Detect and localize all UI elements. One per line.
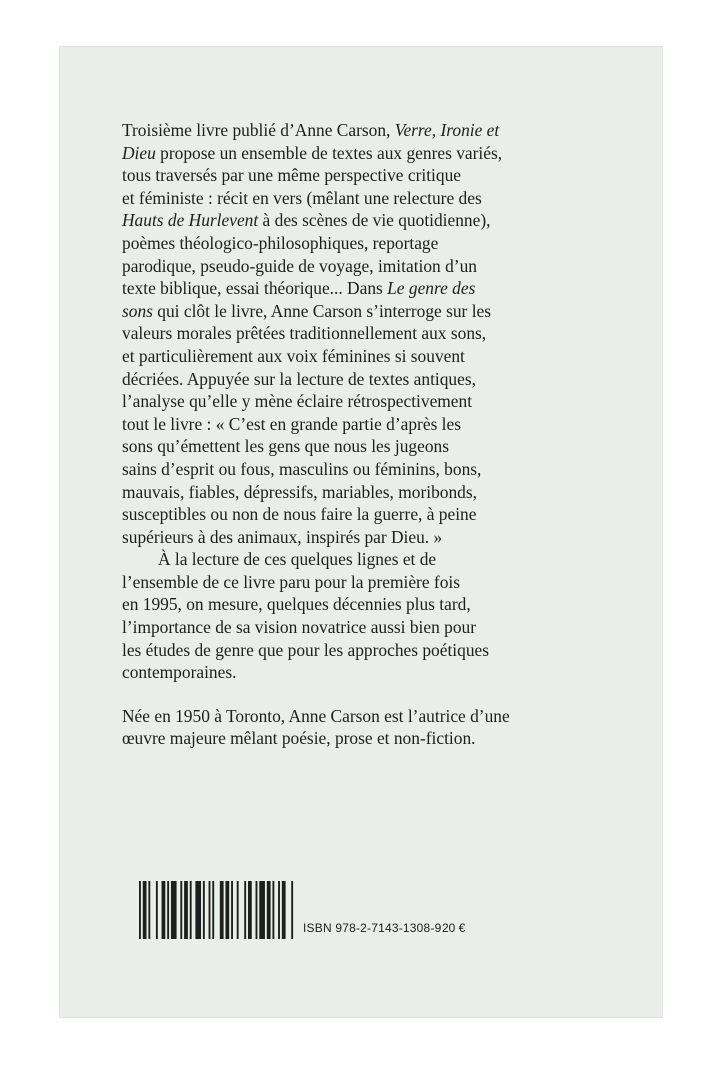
text-line: les études de genre que pour les approches poétiques [122, 639, 490, 660]
book-title-italic: Verre, Ironie et [394, 120, 500, 140]
text-line: supérieurs à des animaux, inspirés par Dieu. » [122, 526, 443, 547]
text-line: en 1995, on mesure, quelques décennies plus tard, [122, 594, 471, 615]
barcode-bar [209, 881, 211, 939]
essay-title-italic: sons [122, 300, 153, 321]
blurb-paragraph-1 [122, 119, 582, 548]
barcode-bar [282, 881, 286, 939]
barcode-bar [162, 881, 166, 939]
text-span: texte biblique, essai théorique... Dans [122, 278, 388, 299]
text-line [122, 277, 582, 300]
text-line: tous traversés par une même perspective critique [122, 165, 461, 186]
paragraph-gap [122, 684, 582, 705]
text-line: À la lecture de ces quelques lignes et de [158, 549, 437, 570]
text-line: œuvre majeure mêlant poésie, prose et non-fiction. [122, 728, 476, 749]
text-line: valeurs morales prêtées traditionnellement aux sons, [122, 323, 487, 344]
text-line: l’analyse qu’elle y mène éclaire rétrospectivement [122, 391, 473, 412]
barcode-bar [156, 881, 158, 939]
barcode-bar [248, 881, 252, 939]
barcode-bar [203, 881, 205, 939]
text-line: contemporaines. [122, 662, 237, 683]
barcode-bar [143, 881, 147, 939]
price-label: 20 € [442, 921, 466, 935]
barcode-bar [225, 881, 229, 939]
text-line: parodique, pseudo-guide de voyage, imitation d’un [122, 255, 477, 276]
text-span: à des scènes de vie quotidienne), [258, 210, 491, 231]
barcode-bar [220, 881, 224, 939]
text-line: poèmes théologico-philosophiques, reportage [122, 232, 439, 253]
text-line: l’importance de sa vision novatrice aussi bien pour [122, 617, 476, 638]
book-back-cover [60, 47, 662, 1017]
book-title-italic: Dieu [122, 142, 156, 163]
barcode-bar [212, 881, 214, 939]
text-line: et féministe : récit en vers (mêlant une relecture des [122, 187, 482, 208]
barcode-bar [139, 881, 141, 939]
text-span: qui clôt le livre, Anne Carson s’interroge sur les [152, 300, 492, 321]
book-title-italic: Hauts de Hurlevent [122, 210, 259, 231]
barcode-bar [244, 881, 246, 939]
isbn-number: ISBN 978-2-7143-1308-9 [303, 921, 442, 935]
text-line [122, 209, 582, 232]
text-line: mauvais, fiables, dépressifs, mariables, moribonds, [122, 481, 477, 502]
barcode-bar [278, 881, 280, 939]
text-line: Née en 1950 à Toronto, Anne Carson est l’autrice d’une [122, 705, 510, 726]
barcode-bar [190, 881, 192, 939]
barcode-area [139, 881, 599, 941]
barcode-bar [272, 881, 274, 939]
text-span: Troisième livre publié d’Anne Carson, [122, 120, 395, 140]
text-line: sains d’esprit ou fous, masculins ou féminins, bons, [122, 458, 482, 479]
barcode-bar [171, 881, 177, 939]
barcode-bar [231, 881, 233, 939]
text-line: décriées. Appuyée sur la lecture de textes antiques, [122, 368, 476, 389]
barcode-bar [148, 881, 150, 939]
text-line: et particulièrement aux voix féminines si souvent [122, 345, 465, 366]
essay-title-italic: Le genre des [387, 278, 476, 299]
text-line: tout le livre : « C’est en grande partie d’après les [122, 413, 461, 434]
barcode-bar [167, 881, 169, 939]
author-bio [122, 705, 582, 750]
text-line [122, 142, 582, 165]
barcode-bar [195, 881, 201, 939]
barcode-graphic [139, 881, 295, 939]
blurb-text [122, 119, 582, 750]
barcode-bar [237, 881, 239, 939]
text-line: susceptibles ou non de nous faire la guerre, à peine [122, 504, 477, 525]
text-line: sons qu’émettent les gens que nous les jugeons [122, 436, 449, 457]
blurb-paragraph-2 [122, 548, 582, 684]
text-span: propose un ensemble de textes aux genres variés, [155, 142, 503, 163]
barcode-bar [267, 881, 271, 939]
barcode-bar [256, 881, 258, 939]
barcode-bar [184, 881, 188, 939]
text-line [122, 300, 582, 323]
text-line [122, 119, 582, 142]
barcode-bar [259, 881, 265, 939]
text-line: l’ensemble de ce livre paru pour la première fois [122, 571, 461, 592]
barcode-bar [180, 881, 182, 939]
barcode-bar [291, 881, 293, 939]
